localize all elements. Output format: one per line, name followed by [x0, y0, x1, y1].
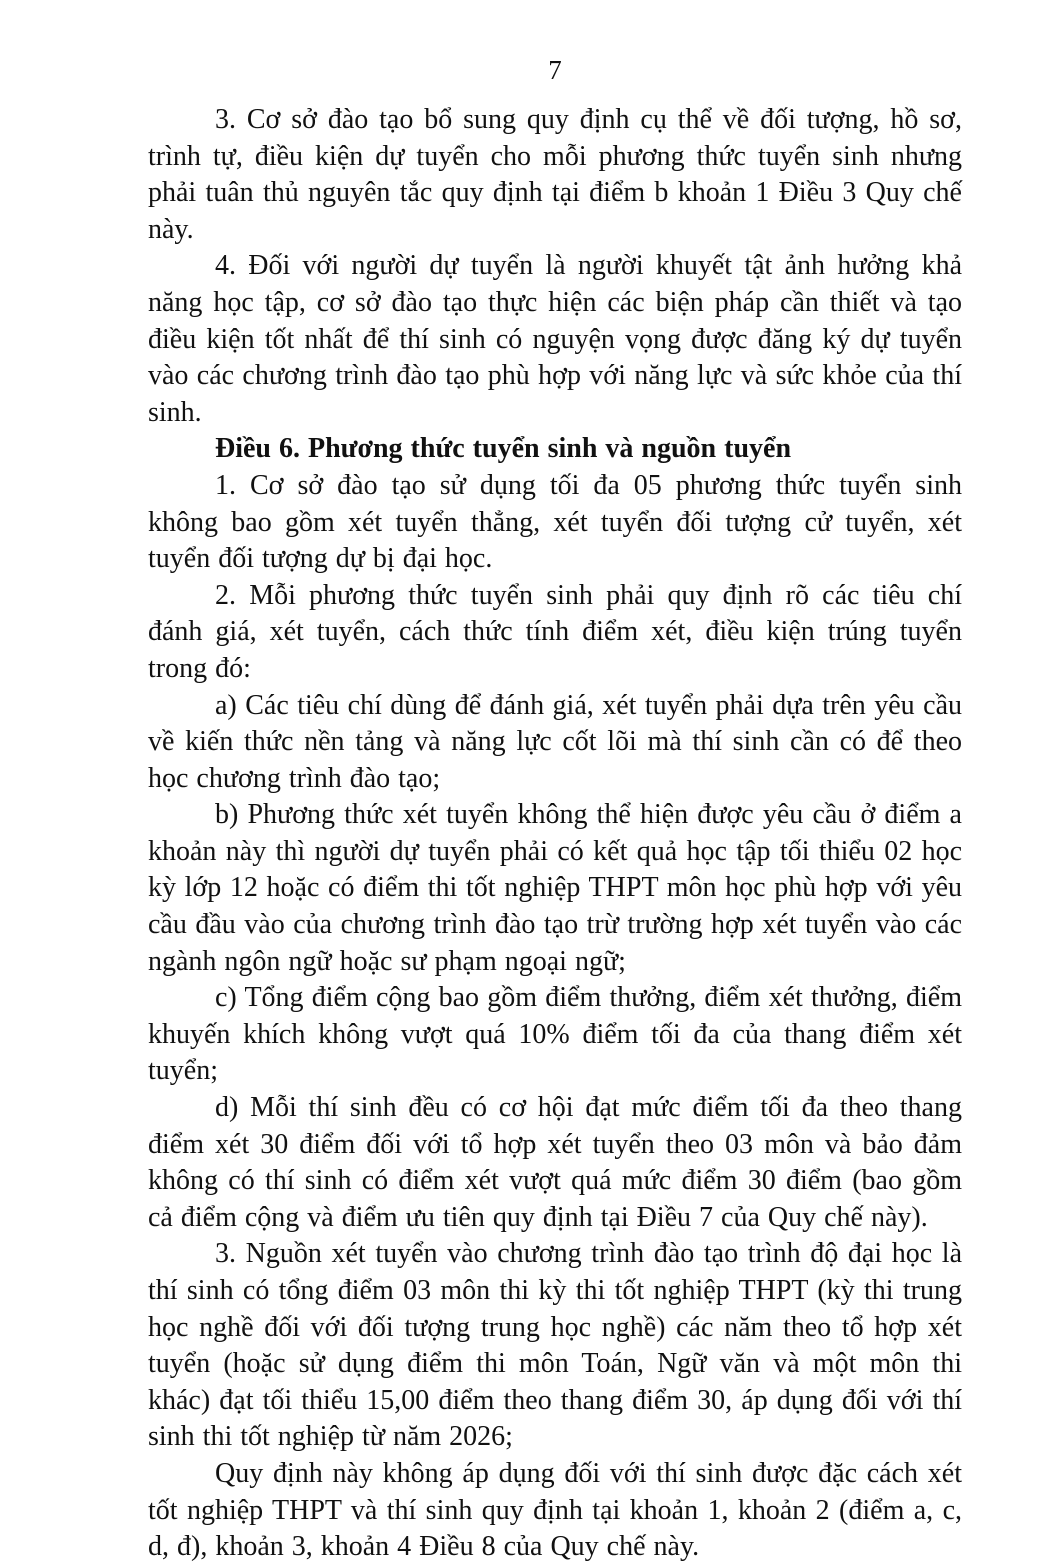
- article-heading-dieu-6: Điều 6. Phương thức tuyển sinh và nguồn tuyển: [215, 433, 792, 465]
- paragraph-point-d: d) Mỗi thí sinh đều có cơ hội đạt mức điểm tối đa theo thang điểm xét 30 điểm đối với tổ hợp xét tuyển theo 03 môn và bảo đảm không có thí sinh có điểm xét vượt quá mức điểm 30 điểm (bao gồm cả điểm cộng và điểm ưu tiên quy định tại Điều 7 của Quy chế này).: [148, 1092, 962, 1233]
- paragraph-point-a: a) Các tiêu chí dùng để đánh giá, xét tuyển phải dựa trên yêu cầu về kiến thức nền tảng và năng lực cốt lõi mà thí sinh cần có để theo học chương trình đào tạo;: [148, 689, 962, 794]
- paragraph-clause-1: 1. Cơ sở đào tạo sử dụng tối đa 05 phương thức tuyển sinh không bao gồm xét tuyển thẳng, xét tuyển đối tượng cử tuyển, xét tuyển đối tượng dự bị đại học.: [148, 469, 962, 575]
- paragraph-clause-2: 2. Mỗi phương thức tuyển sinh phải quy định rõ các tiêu chí đánh giá, xét tuyển, cách thức tính điểm xét, điều kiện trúng tuyển trong đó:: [148, 579, 962, 684]
- paragraph-point-c: c) Tổng điểm cộng bao gồm điểm thưởng, điểm xét thưởng, điểm khuyến khích không vượt quá 10% điểm tối đa của thang điểm xét tuyển;: [148, 982, 962, 1087]
- paragraph-clause-4: 4. Đối với người dự tuyển là người khuyết tật ảnh hưởng khả năng học tập, cơ sở đào tạo thực hiện các biện pháp cần thiết và tạo điều kiện tốt nhất để thí sinh có nguyện vọng được đăng ký dự tuyển vào các chương trình đào tạo phù hợp với năng lực và sức khỏe của thí sinh.: [148, 250, 962, 428]
- paragraph-clause-3-nguon: 3. Nguồn xét tuyển vào chương trình đào tạo trình độ đại học là thí sinh có tổng điểm 03 môn thi kỳ thi tốt nghiệp THPT (kỳ thi trung học nghề đối với đối tượng trung học nghề) các năm theo tổ hợp xét tuyển (hoặc sử dụng điểm thi môn Toán, Ngữ văn và một môn thi khác) đạt tối thiểu 15,00 điểm theo thang điểm 30, áp dụng đối với thí sinh thi tốt nghiệp từ năm 2026;: [148, 1238, 962, 1453]
- document-body: [148, 102, 962, 1566]
- paragraph-closing-note: Quy định này không áp dụng đối với thí sinh được đặc cách xét tốt nghiệp THPT và thí sinh quy định tại khoản 1, khoản 2 (điểm a, c, d, đ), khoản 3, khoản 4 Điều 8 của Quy chế này.: [148, 1457, 962, 1563]
- paragraph-clause-3: 3. Cơ sở đào tạo bổ sung quy định cụ thể về đối tượng, hồ sơ, trình tự, điều kiện dự tuyển cho mỗi phương thức tuyển sinh nhưng phải tuân thủ nguyên tắc quy định tại điểm b khoản 1 Điều 3 Quy chế này.: [148, 104, 962, 245]
- page-number: 7: [548, 55, 562, 85]
- paragraph-point-b: b) Phương thức xét tuyển không thể hiện được yêu cầu ở điểm a khoản này thì người dự tuyển phải có kết quả học tập tối thiểu 02 học kỳ lớp 12 hoặc có điểm thi tốt nghiệp THPT môn học phù hợp với yêu cầu đầu vào của chương trình đào tạo trừ trường hợp xét tuyển vào các ngành ngôn ngữ hoặc sư phạm ngoại ngữ;: [148, 799, 962, 977]
